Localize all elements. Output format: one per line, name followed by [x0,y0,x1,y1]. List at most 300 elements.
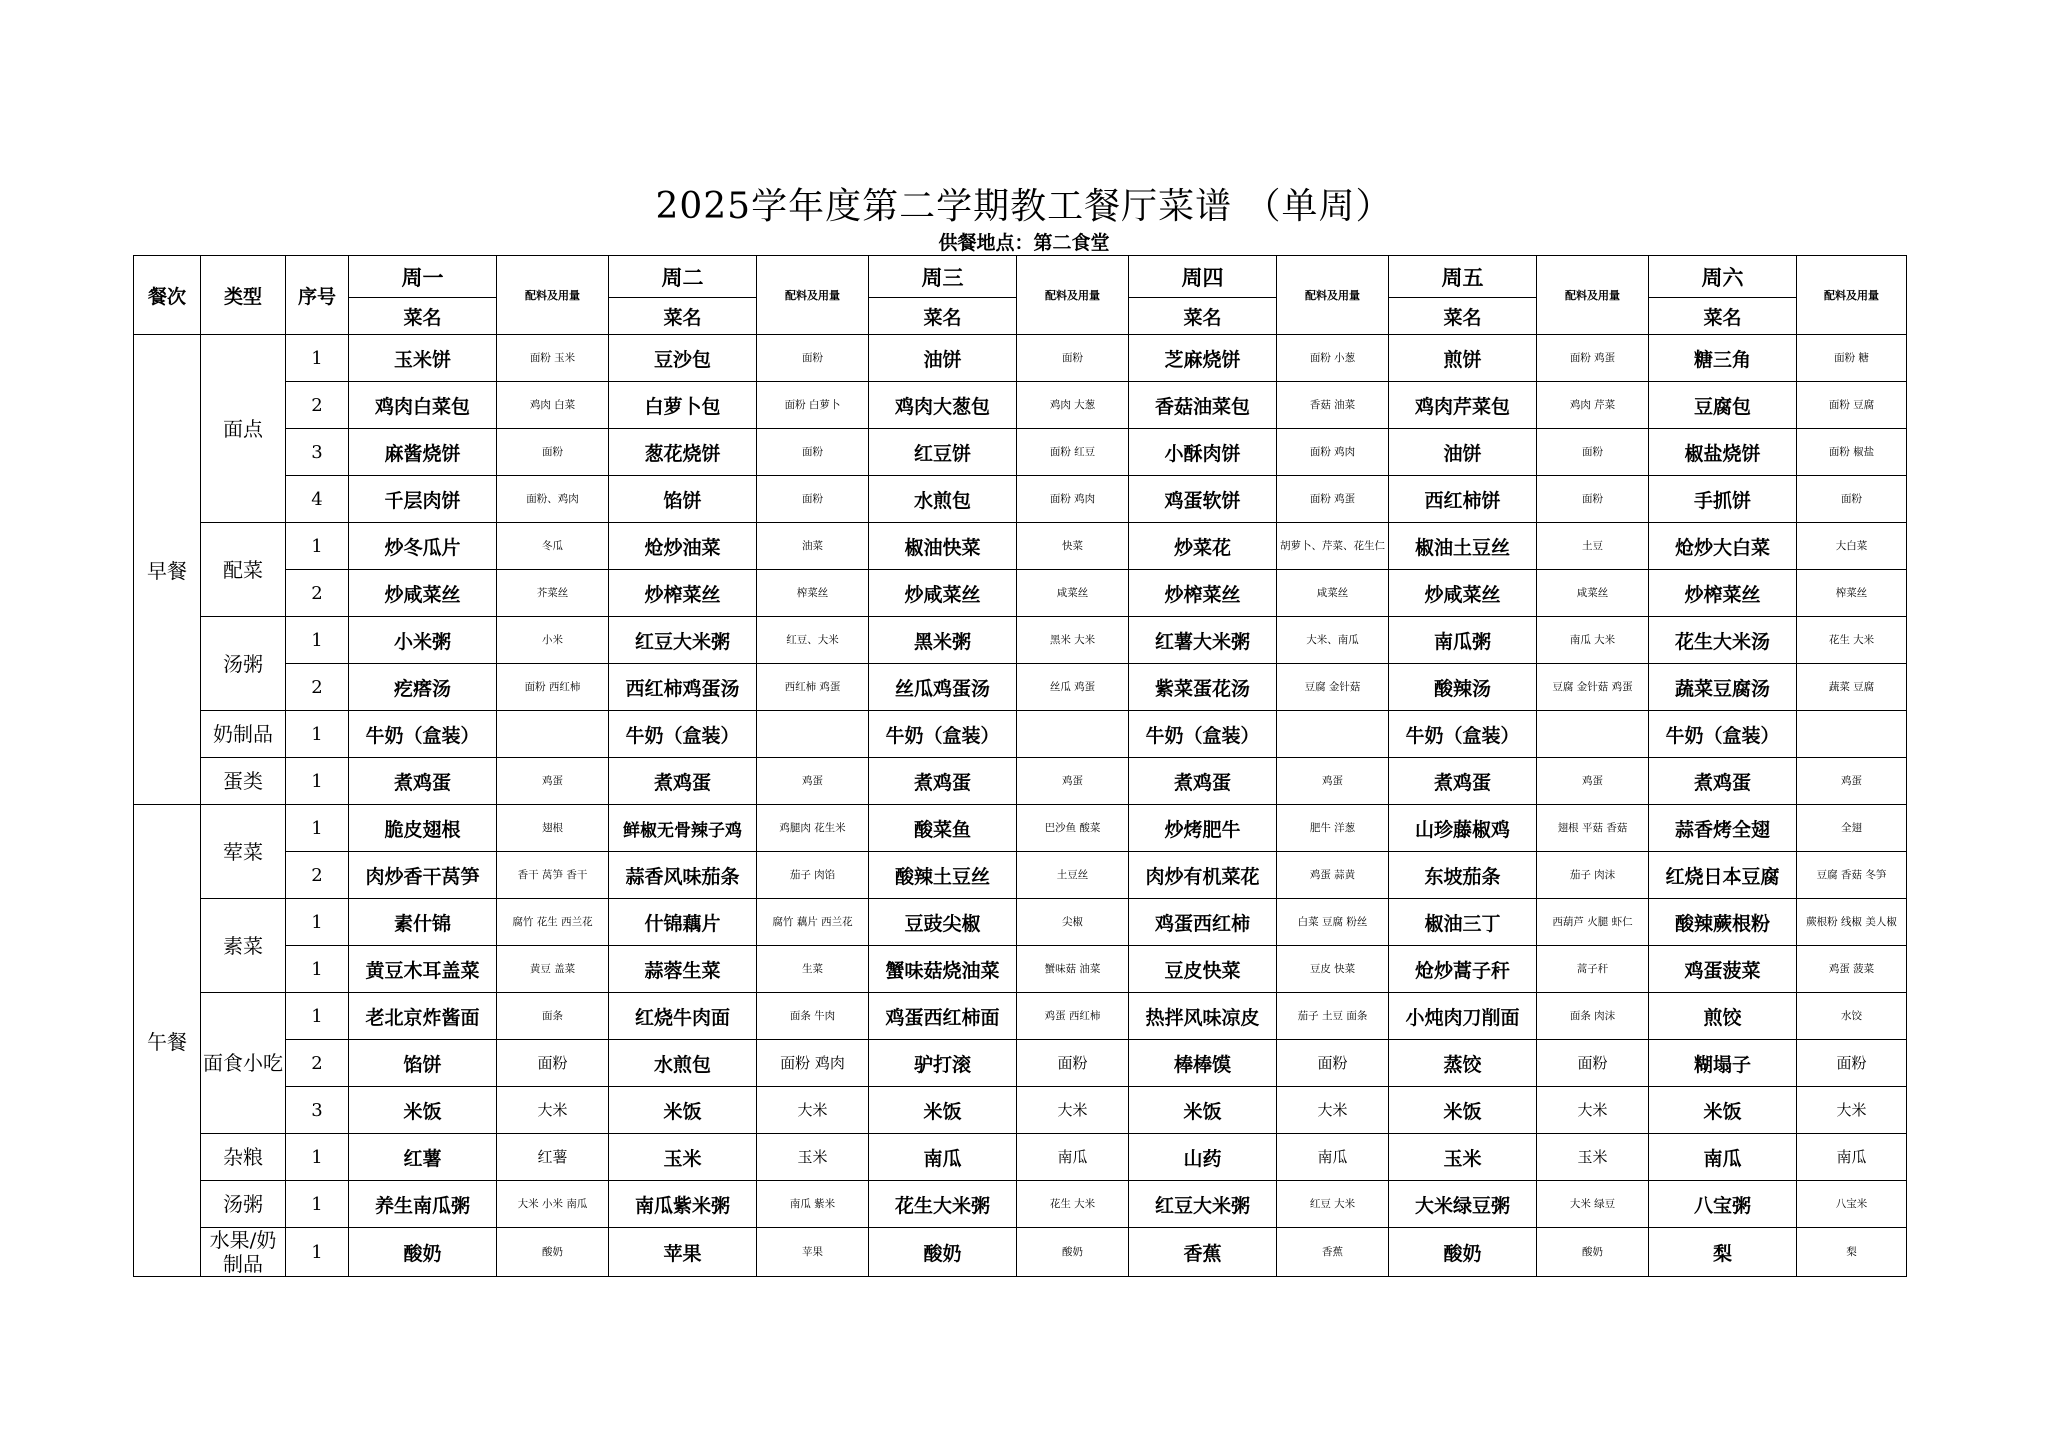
index-cell: 3 [286,429,349,476]
header-day: 周六 [1649,256,1797,298]
ingredients-cell: 鸡蛋 菠菜 [1797,946,1907,993]
ingredients-cell: 南瓜 [1017,1134,1129,1181]
dish-cell: 山药 [1129,1134,1277,1181]
header-meal: 餐次 [134,256,201,335]
dish-cell: 黄豆木耳盖菜 [349,946,497,993]
dish-cell: 大米绿豆粥 [1389,1181,1537,1228]
ingredients-cell: 咸菜丝 [1277,570,1389,617]
category-cell: 蛋类 [201,758,286,805]
header-dish: 菜名 [869,298,1017,335]
dish-cell: 红烧日本豆腐 [1649,852,1797,899]
ingredients-cell: 面粉 红豆 [1017,429,1129,476]
ingredients-cell: 芥菜丝 [497,570,609,617]
ingredients-cell: 八宝米 [1797,1181,1907,1228]
category-cell: 汤粥 [201,1181,286,1228]
ingredients-cell: 面粉 [497,1040,609,1087]
dish-cell: 蒸饺 [1389,1040,1537,1087]
dish-cell: 煮鸡蛋 [1389,758,1537,805]
dish-cell: 椒油土豆丝 [1389,523,1537,570]
dish-cell: 鸡蛋菠菜 [1649,946,1797,993]
ingredients-cell: 土豆 [1537,523,1649,570]
category-cell: 杂粮 [201,1134,286,1181]
dish-cell: 鸡肉大葱包 [869,382,1017,429]
ingredients-cell: 鸡蛋 [1537,758,1649,805]
dish-cell: 驴打滚 [869,1040,1017,1087]
ingredients-cell: 黄豆 盖菜 [497,946,609,993]
ingredients-cell: 面粉 鸡肉 [1277,429,1389,476]
dish-cell: 葱花烧饼 [609,429,757,476]
index-cell: 1 [286,1134,349,1181]
ingredients-cell: 咸菜丝 [1537,570,1649,617]
table-row [134,1228,1907,1277]
category-cell: 面食小吃 [201,993,286,1134]
dish-cell: 炒烤肥牛 [1129,805,1277,852]
index-cell: 3 [286,1087,349,1134]
index-cell: 1 [286,758,349,805]
dish-cell: 炒榨菜丝 [1649,570,1797,617]
ingredients-cell: 大白菜 [1797,523,1907,570]
header-ingredients: 配料及用量 [1277,256,1389,335]
header-day: 周二 [609,256,757,298]
dish-cell: 炝炒蒿子秆 [1389,946,1537,993]
dish-cell: 麻酱烧饼 [349,429,497,476]
dish-cell: 八宝粥 [1649,1181,1797,1228]
table-row [134,382,1907,429]
dish-cell: 水煎包 [869,476,1017,523]
dish-cell: 牛奶（盒装） [609,711,757,758]
dish-cell: 蒜蓉生菜 [609,946,757,993]
dish-cell: 红豆大米粥 [1129,1181,1277,1228]
dish-cell: 煮鸡蛋 [349,758,497,805]
dish-cell: 南瓜 [1649,1134,1797,1181]
ingredients-cell: 面粉 [757,429,869,476]
dish-cell: 疙瘩汤 [349,664,497,711]
dish-cell: 炝炒油菜 [609,523,757,570]
ingredients-cell: 全翅 [1797,805,1907,852]
dish-cell: 米饭 [869,1087,1017,1134]
dish-cell: 牛奶（盒装） [1389,711,1537,758]
ingredients-cell [1017,711,1129,758]
ingredients-cell: 面粉 [1277,1040,1389,1087]
dish-cell: 炒榨菜丝 [609,570,757,617]
ingredients-cell: 面粉 [1537,1040,1649,1087]
meal-cell: 午餐 [134,805,201,1277]
dish-cell: 酸辣土豆丝 [869,852,1017,899]
dish-cell: 梨 [1649,1228,1797,1277]
index-cell: 1 [286,805,349,852]
dish-cell: 酸奶 [349,1228,497,1277]
ingredients-cell: 香干 莴笋 香干 [497,852,609,899]
header-day: 周四 [1129,256,1277,298]
ingredients-cell: 面粉 [1017,1040,1129,1087]
dish-cell: 馅饼 [609,476,757,523]
table-row [134,617,1907,664]
ingredients-cell: 白菜 豆腐 粉丝 [1277,899,1389,946]
table-row [134,711,1907,758]
dish-cell: 牛奶（盒装） [1649,711,1797,758]
dish-cell: 酸辣蕨根粉 [1649,899,1797,946]
dish-cell: 手抓饼 [1649,476,1797,523]
ingredients-cell: 豆腐 金针菇 [1277,664,1389,711]
index-cell: 2 [286,852,349,899]
dish-cell: 椒盐烧饼 [1649,429,1797,476]
dish-cell: 红薯 [349,1134,497,1181]
ingredients-cell: 香蕉 [1277,1228,1389,1277]
page-title: 2025学年度第二学期教工餐厅菜谱 （单周） [655,186,1393,227]
dish-cell: 养生南瓜粥 [349,1181,497,1228]
dish-cell: 红豆饼 [869,429,1017,476]
index-cell: 1 [286,993,349,1040]
header-day: 周五 [1389,256,1537,298]
ingredients-cell: 土豆丝 [1017,852,1129,899]
ingredients-cell: 蟹味菇 油菜 [1017,946,1129,993]
ingredients-cell: 大米 [497,1087,609,1134]
dish-cell: 肉炒香干莴笋 [349,852,497,899]
dish-cell: 酸奶 [869,1228,1017,1277]
index-cell: 1 [286,1228,349,1277]
menu-body [134,256,1907,1277]
header-dish: 菜名 [609,298,757,335]
ingredients-cell: 面条 牛肉 [757,993,869,1040]
ingredients-cell: 尖椒 [1017,899,1129,946]
header-ingredients: 配料及用量 [757,256,869,335]
ingredients-cell [1797,711,1907,758]
dish-cell: 鸡蛋软饼 [1129,476,1277,523]
dish-cell: 米饭 [609,1087,757,1134]
dish-cell: 鸡蛋西红柿 [1129,899,1277,946]
table-row [134,664,1907,711]
ingredients-cell: 大米 [757,1087,869,1134]
table-row [134,899,1907,946]
ingredients-cell: 蕨根粉 线椒 美人椒 [1797,899,1907,946]
table-row [134,476,1907,523]
ingredients-cell: 油菜 [757,523,869,570]
ingredients-cell: 酸奶 [497,1228,609,1277]
dish-cell: 蔬菜豆腐汤 [1649,664,1797,711]
dish-cell: 西红柿饼 [1389,476,1537,523]
index-cell: 1 [286,711,349,758]
table-row [134,1134,1907,1181]
ingredients-cell: 面条 [497,993,609,1040]
dish-cell: 玉米饼 [349,335,497,382]
header-dish: 菜名 [1649,298,1797,335]
dish-cell: 牛奶（盒装） [349,711,497,758]
dish-cell: 炒咸菜丝 [869,570,1017,617]
category-cell: 水果/奶制品 [201,1228,286,1277]
dish-cell: 山珍藤椒鸡 [1389,805,1537,852]
dish-cell: 酸辣汤 [1389,664,1537,711]
dish-cell: 豆豉尖椒 [869,899,1017,946]
dish-cell: 老北京炸酱面 [349,993,497,1040]
ingredients-cell: 面粉 鸡肉 [1017,476,1129,523]
ingredients-cell: 生菜 [757,946,869,993]
ingredients-cell: 花生 大米 [1017,1181,1129,1228]
ingredients-cell: 腐竹 藕片 西兰花 [757,899,869,946]
ingredients-cell: 大米、南瓜 [1277,617,1389,664]
dish-cell: 南瓜紫米粥 [609,1181,757,1228]
ingredients-cell: 豆腐 金针菇 鸡蛋 [1537,664,1649,711]
category-cell: 素菜 [201,899,286,993]
ingredients-cell: 茄子 肉馅 [757,852,869,899]
index-cell: 2 [286,382,349,429]
ingredients-cell: 鸡蛋 [1797,758,1907,805]
ingredients-cell: 豆皮 快菜 [1277,946,1389,993]
dish-cell: 煮鸡蛋 [1649,758,1797,805]
dish-cell: 牛奶（盒装） [1129,711,1277,758]
dish-cell: 东坡茄条 [1389,852,1537,899]
ingredients-cell: 苹果 [757,1228,869,1277]
ingredients-cell: 酸奶 [1537,1228,1649,1277]
ingredients-cell: 大米 [1537,1087,1649,1134]
ingredients-cell: 鸡蛋 [757,758,869,805]
dish-cell: 油饼 [869,335,1017,382]
table-row [134,852,1907,899]
dish-cell: 什锦藕片 [609,899,757,946]
dish-cell: 牛奶（盒装） [869,711,1017,758]
dish-cell: 水煎包 [609,1040,757,1087]
index-cell: 2 [286,1040,349,1087]
index-cell: 1 [286,946,349,993]
ingredients-cell: 面粉 豆腐 [1797,382,1907,429]
dish-cell: 豆沙包 [609,335,757,382]
dish-cell: 脆皮翅根 [349,805,497,852]
ingredients-cell: 榨菜丝 [757,570,869,617]
ingredients-cell: 大米 绿豆 [1537,1181,1649,1228]
table-row [134,429,1907,476]
dish-cell: 炝炒大白菜 [1649,523,1797,570]
dish-cell: 煮鸡蛋 [609,758,757,805]
header-dish: 菜名 [1389,298,1537,335]
ingredients-cell: 冬瓜 [497,523,609,570]
dish-cell: 椒油三丁 [1389,899,1537,946]
table-row [134,1040,1907,1087]
table-row [134,1181,1907,1228]
category-cell: 配菜 [201,523,286,617]
ingredients-cell: 面粉 白萝卜 [757,382,869,429]
ingredients-cell: 面粉、鸡肉 [497,476,609,523]
dish-cell: 鲜椒无骨辣子鸡 [609,805,757,852]
ingredients-cell: 肥牛 洋葱 [1277,805,1389,852]
ingredients-cell: 鸡肉 白菜 [497,382,609,429]
ingredients-cell [1537,711,1649,758]
dish-cell: 煮鸡蛋 [869,758,1017,805]
ingredients-cell: 巴沙鱼 酸菜 [1017,805,1129,852]
ingredients-cell: 面粉 鸡蛋 [1537,335,1649,382]
dish-cell: 肉炒有机菜花 [1129,852,1277,899]
index-cell: 2 [286,570,349,617]
ingredients-cell: 面粉 玉米 [497,335,609,382]
dish-cell: 椒油快菜 [869,523,1017,570]
dish-cell: 炒菜花 [1129,523,1277,570]
ingredients-cell: 面粉 鸡肉 [757,1040,869,1087]
dish-cell: 米饭 [1649,1087,1797,1134]
dish-cell: 素什锦 [349,899,497,946]
ingredients-cell: 大米 [1797,1087,1907,1134]
category-cell: 荤菜 [201,805,286,899]
ingredients-cell: 腐竹 花生 西兰花 [497,899,609,946]
ingredients-cell: 玉米 [1537,1134,1649,1181]
ingredients-cell: 蒿子秆 [1537,946,1649,993]
header-type: 类型 [201,256,286,335]
dish-cell: 花生大米粥 [869,1181,1017,1228]
dish-cell: 米饭 [349,1087,497,1134]
ingredients-cell: 面粉 糖 [1797,335,1907,382]
ingredients-cell: 西红柿 鸡蛋 [757,664,869,711]
dish-cell: 炒咸菜丝 [1389,570,1537,617]
dish-cell: 香蕉 [1129,1228,1277,1277]
dish-cell: 炒咸菜丝 [349,570,497,617]
ingredients-cell: 茄子 土豆 面条 [1277,993,1389,1040]
table-row [134,523,1907,570]
header-index: 序号 [286,256,349,335]
ingredients-cell: 面粉 [1797,476,1907,523]
dish-cell: 红烧牛肉面 [609,993,757,1040]
ingredients-cell [1277,711,1389,758]
ingredients-cell: 豆腐 香菇 冬笋 [1797,852,1907,899]
table-row [134,570,1907,617]
ingredients-cell: 黑米 大米 [1017,617,1129,664]
ingredients-cell: 茄子 肉沫 [1537,852,1649,899]
ingredients-cell: 鸡蛋 [497,758,609,805]
index-cell: 1 [286,899,349,946]
ingredients-cell: 翅根 [497,805,609,852]
dish-cell: 南瓜粥 [1389,617,1537,664]
table-row [134,335,1907,382]
dish-cell: 紫菜蛋花汤 [1129,664,1277,711]
ingredients-cell: 鸡蛋 蒜黄 [1277,852,1389,899]
dish-cell: 蒜香烤全翅 [1649,805,1797,852]
header-ingredients: 配料及用量 [497,256,609,335]
ingredients-cell: 面粉 [1017,335,1129,382]
ingredients-cell: 大米 小米 南瓜 [497,1181,609,1228]
ingredients-cell: 快菜 [1017,523,1129,570]
dish-cell: 糖三角 [1649,335,1797,382]
ingredients-cell: 南瓜 [1797,1134,1907,1181]
ingredients-cell: 鸡蛋 [1277,758,1389,805]
ingredients-cell: 西葫芦 火腿 虾仁 [1537,899,1649,946]
table-row [134,1087,1907,1134]
ingredients-cell: 鸡蛋 [1017,758,1129,805]
index-cell: 1 [286,523,349,570]
dish-cell: 香菇油菜包 [1129,382,1277,429]
dish-cell: 玉米 [1389,1134,1537,1181]
ingredients-cell: 面粉 [757,476,869,523]
index-cell: 1 [286,617,349,664]
dish-cell: 白萝卜包 [609,382,757,429]
category-cell: 奶制品 [201,711,286,758]
dish-cell: 小炖肉刀削面 [1389,993,1537,1040]
dish-cell: 油饼 [1389,429,1537,476]
ingredients-cell: 胡萝卜、芹菜、花生仁 [1277,523,1389,570]
ingredients-cell: 水饺 [1797,993,1907,1040]
ingredients-cell: 翅根 平菇 香菇 [1537,805,1649,852]
index-cell: 4 [286,476,349,523]
header-day: 周一 [349,256,497,298]
ingredients-cell: 面粉 西红柿 [497,664,609,711]
header-day: 周三 [869,256,1017,298]
ingredients-cell: 咸菜丝 [1017,570,1129,617]
ingredients-cell: 面粉 小葱 [1277,335,1389,382]
dish-cell: 蟹味菇烧油菜 [869,946,1017,993]
index-cell: 1 [286,335,349,382]
header-ingredients: 配料及用量 [1017,256,1129,335]
ingredients-cell: 面粉 [1537,476,1649,523]
dish-cell: 煎饼 [1389,335,1537,382]
dish-cell: 西红柿鸡蛋汤 [609,664,757,711]
ingredients-cell: 面粉 椒盐 [1797,429,1907,476]
ingredients-cell [757,711,869,758]
ingredients-cell: 鸡蛋 西红柿 [1017,993,1129,1040]
dish-cell: 酸菜鱼 [869,805,1017,852]
category-cell: 汤粥 [201,617,286,711]
ingredients-cell: 面粉 [1537,429,1649,476]
ingredients-cell: 花生 大米 [1797,617,1907,664]
ingredients-cell: 面粉 [1797,1040,1907,1087]
ingredients-cell: 鸡肉 芹菜 [1537,382,1649,429]
ingredients-cell: 酸奶 [1017,1228,1129,1277]
header-row-days [134,256,1907,298]
header-dish: 菜名 [1129,298,1277,335]
dish-cell: 小酥肉饼 [1129,429,1277,476]
dish-cell: 玉米 [609,1134,757,1181]
table-row [134,758,1907,805]
dish-cell: 糊塌子 [1649,1040,1797,1087]
ingredients-cell: 面粉 [497,429,609,476]
dish-cell: 鸡蛋西红柿面 [869,993,1017,1040]
ingredients-cell: 鸡腿肉 花生米 [757,805,869,852]
ingredients-cell: 红薯 [497,1134,609,1181]
dish-cell: 酸奶 [1389,1228,1537,1277]
meal-cell: 早餐 [134,335,201,805]
ingredients-cell: 南瓜 紫米 [757,1181,869,1228]
ingredients-cell: 榨菜丝 [1797,570,1907,617]
ingredients-cell: 面粉 [757,335,869,382]
ingredients-cell [497,711,609,758]
ingredients-cell: 红豆、大米 [757,617,869,664]
ingredients-cell: 蔬菜 豆腐 [1797,664,1907,711]
category-cell: 面点 [201,335,286,523]
ingredients-cell: 红豆 大米 [1277,1181,1389,1228]
dish-cell: 热拌风味凉皮 [1129,993,1277,1040]
dish-cell: 蒜香风味茄条 [609,852,757,899]
header-dish: 菜名 [349,298,497,335]
dish-cell: 千层肉饼 [349,476,497,523]
page-subtitle: 供餐地点：第二食堂 [938,232,1110,254]
dish-cell: 红豆大米粥 [609,617,757,664]
dish-cell: 苹果 [609,1228,757,1277]
dish-cell: 豆腐包 [1649,382,1797,429]
dish-cell: 鸡肉芹菜包 [1389,382,1537,429]
table-row [134,993,1907,1040]
index-cell: 1 [286,1181,349,1228]
ingredients-cell: 梨 [1797,1228,1907,1277]
dish-cell: 小米粥 [349,617,497,664]
dish-cell: 煮鸡蛋 [1129,758,1277,805]
dish-cell: 棒棒馍 [1129,1040,1277,1087]
dish-cell: 馅饼 [349,1040,497,1087]
header-ingredients: 配料及用量 [1797,256,1907,335]
ingredients-cell: 面条 肉沫 [1537,993,1649,1040]
dish-cell: 芝麻烧饼 [1129,335,1277,382]
header-ingredients: 配料及用量 [1537,256,1649,335]
ingredients-cell: 香菇 油菜 [1277,382,1389,429]
dish-cell: 南瓜 [869,1134,1017,1181]
ingredients-cell: 鸡肉 大葱 [1017,382,1129,429]
ingredients-cell: 大米 [1017,1087,1129,1134]
dish-cell: 米饭 [1389,1087,1537,1134]
dish-cell: 炒冬瓜片 [349,523,497,570]
ingredients-cell: 丝瓜 鸡蛋 [1017,664,1129,711]
